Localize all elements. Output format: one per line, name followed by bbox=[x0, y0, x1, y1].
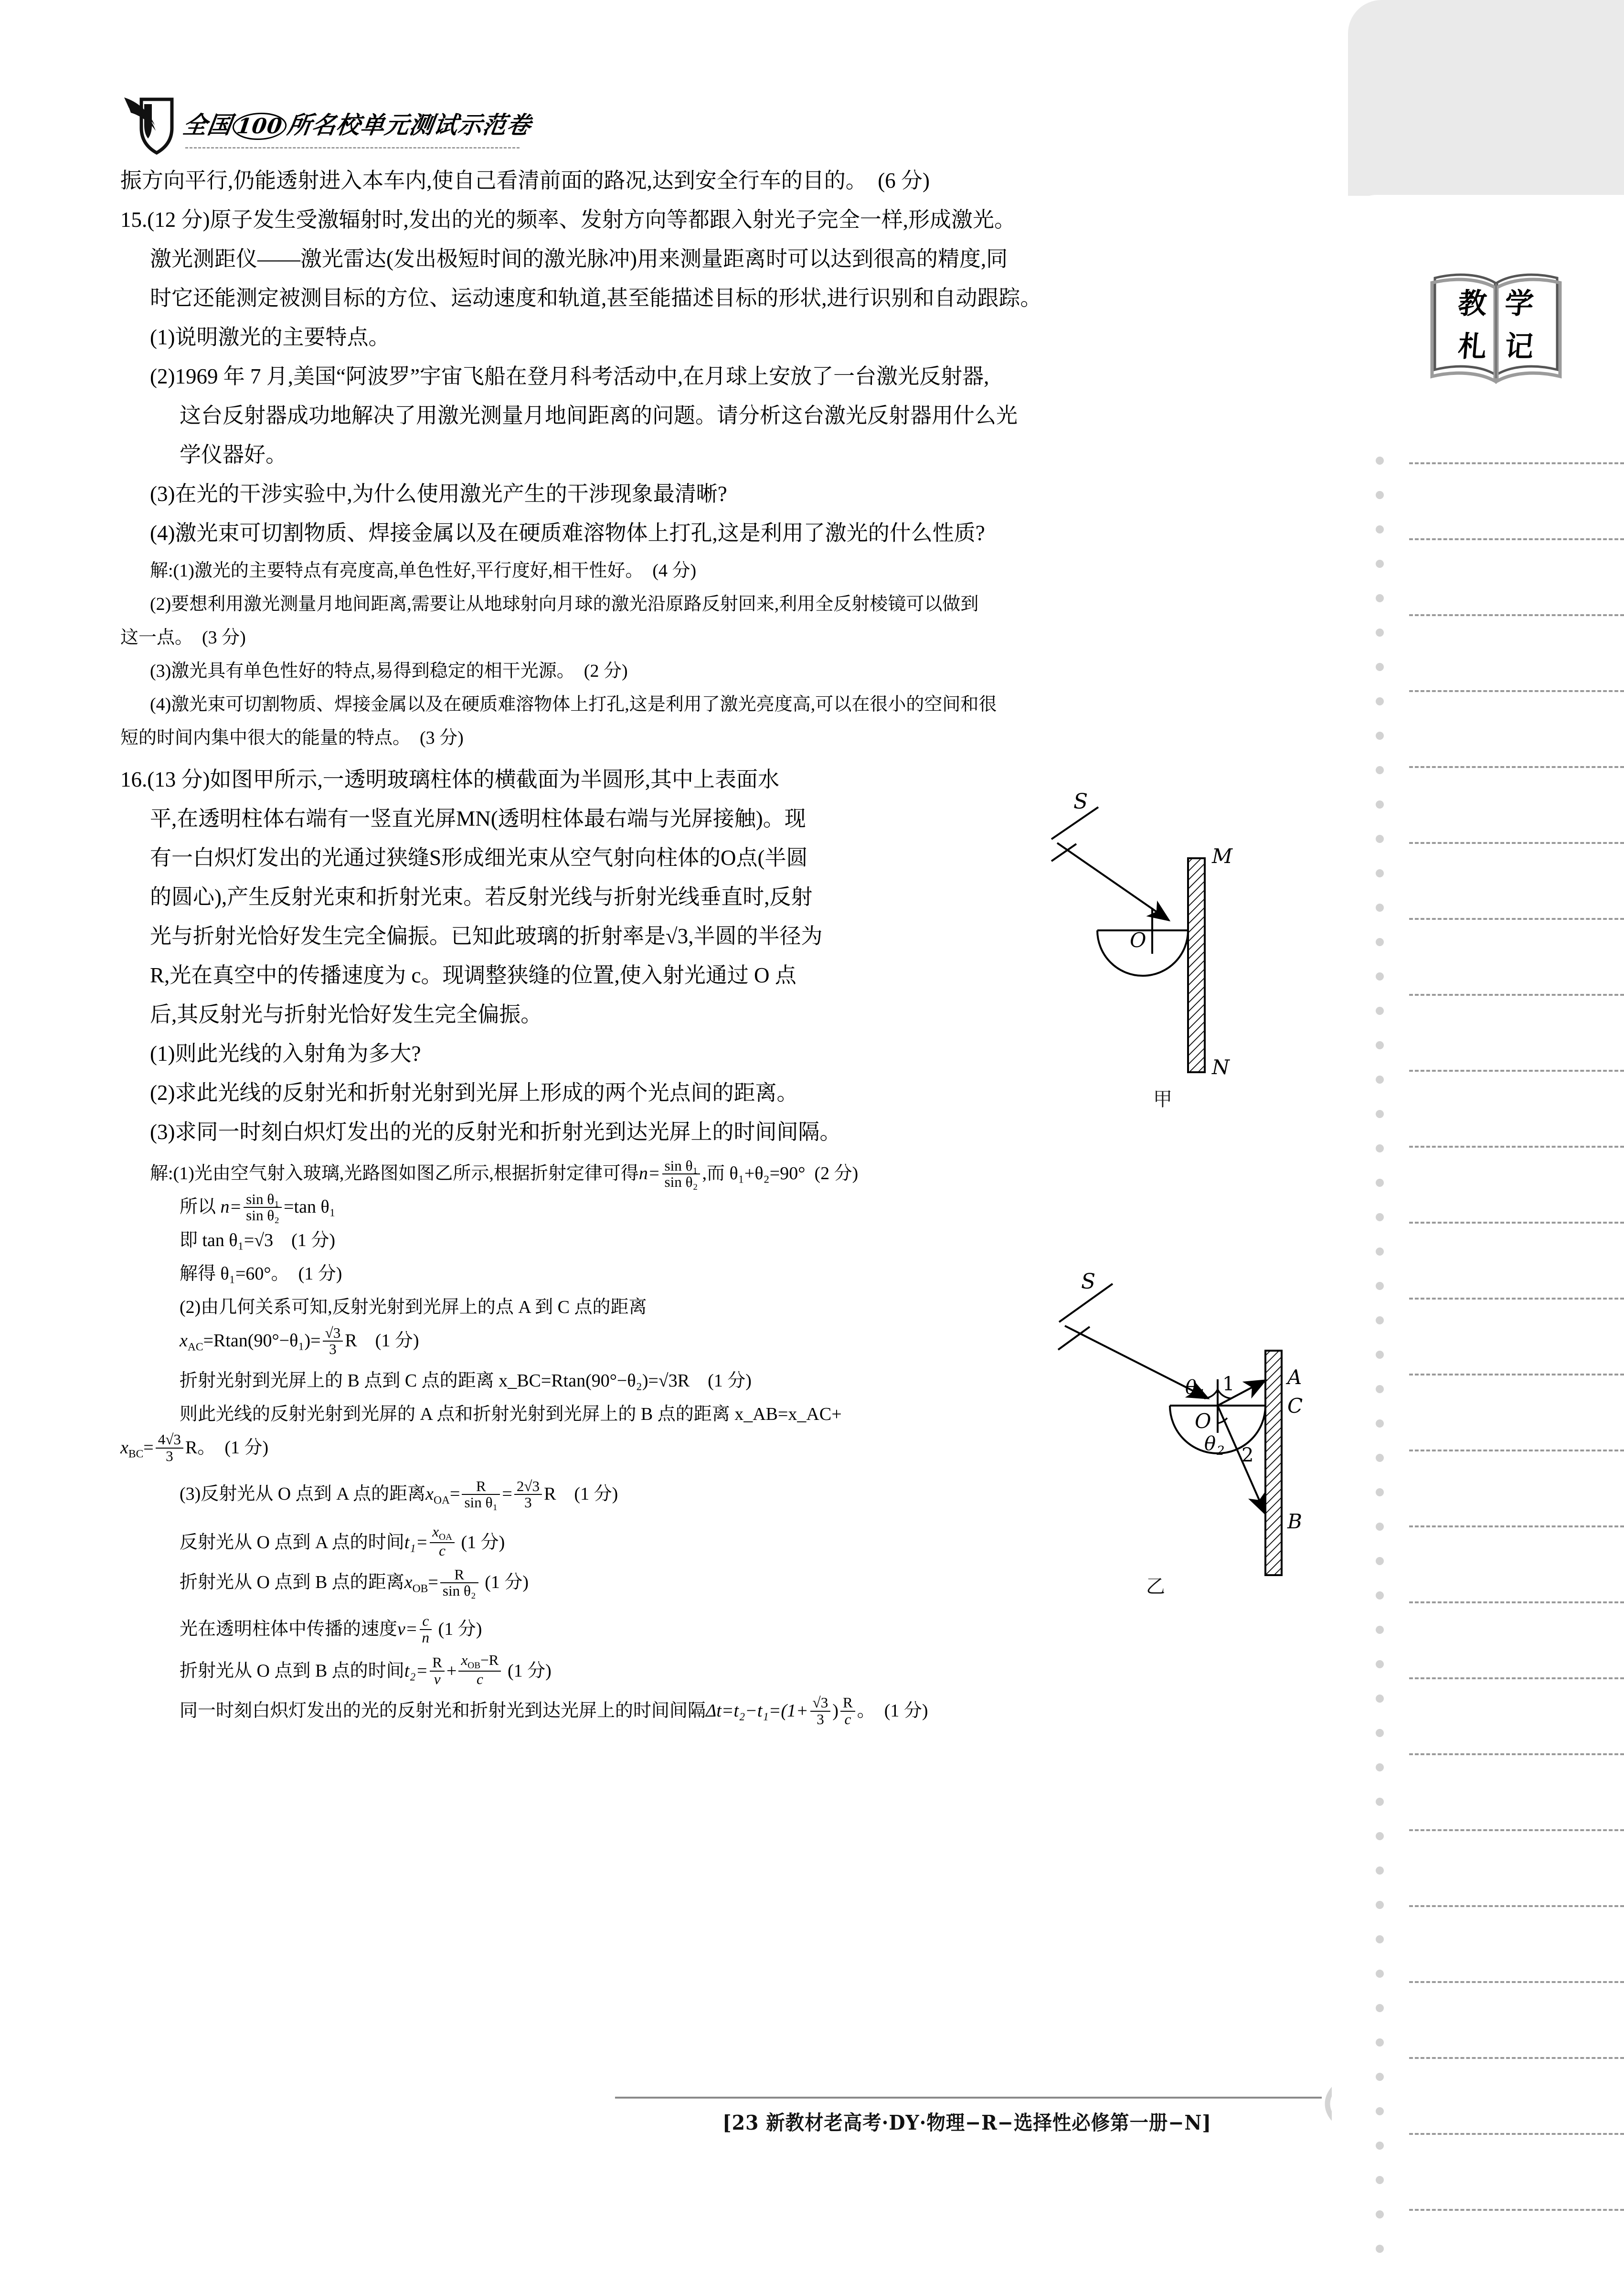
punch-hole-dot bbox=[1376, 697, 1384, 705]
punch-hole-dot bbox=[1376, 560, 1384, 568]
note-ruling-line bbox=[1409, 1450, 1624, 1451]
q16-a10-xsub: OA bbox=[433, 1494, 450, 1507]
q16-a10-eq2: = bbox=[502, 1484, 512, 1504]
q16-answer-7: 折射光射到光屏上的 B 点到 C 点的距离 x_BC=Rtan(90°−θ₂)=√3R (1 分) bbox=[180, 1370, 752, 1391]
punch-hole-dot bbox=[1376, 2210, 1384, 2218]
punch-hole-dot bbox=[1376, 1557, 1384, 1565]
screen-MN-jia bbox=[1188, 858, 1205, 1072]
q16-answer-15 bbox=[120, 1694, 1295, 1727]
q15-answer-3: (3)激光具有单色性好的特点,易得到稳定的相干光源。 (2 分) bbox=[150, 661, 628, 681]
q15-stem-1: 原子发生受激辐射时,发出的光的频率、发射方向等都跟入射光子完全一样,形成激光。 bbox=[210, 208, 1016, 232]
q16-a11-prefix: 反射光从 O 点到 A 点的时间 bbox=[180, 1532, 404, 1553]
q16-a11-num: x bbox=[432, 1523, 439, 1540]
q16-a13-tail: (1 分) bbox=[438, 1619, 482, 1639]
punch-hole-dot bbox=[1376, 1247, 1384, 1256]
note-ruling-line bbox=[1409, 1981, 1624, 1983]
punch-hole-dot bbox=[1376, 491, 1384, 499]
notes-panel-body bbox=[1348, 195, 1624, 2271]
label-theta1-sub-yi: 1 bbox=[1198, 1387, 1206, 1402]
q16-sub-2: (2)求此光线的反射光和折射光射到光屏上形成的两个光点间的距离。 bbox=[150, 1081, 798, 1105]
punch-hole-dot bbox=[1376, 2073, 1384, 2081]
q16-a14-t: t₂= bbox=[404, 1660, 428, 1681]
note-ruling-line bbox=[1409, 1525, 1624, 1527]
label-ray-1-yi: 1 bbox=[1222, 1373, 1235, 1395]
q16-a15-tail: 。 (1 分) bbox=[857, 1700, 928, 1721]
footer-divider bbox=[615, 2097, 1322, 2099]
q16-a10-f1n: R bbox=[476, 1477, 486, 1494]
q16-a2-tail: =tan θ₁ bbox=[284, 1197, 336, 1217]
q16-a12-tail: (1 分) bbox=[485, 1572, 529, 1593]
punch-hole-column bbox=[1376, 457, 1386, 2271]
q16-a14-f1d: v bbox=[430, 1671, 445, 1687]
q16-a12-prefix: 折射光从 O 点到 B 点的距离 bbox=[180, 1572, 404, 1593]
q16-answer-14 bbox=[120, 1653, 1295, 1687]
punch-hole-dot bbox=[1376, 835, 1384, 843]
notes-title-char-2: 学 bbox=[1503, 287, 1535, 320]
label-theta2-sub-yi: 2 bbox=[1217, 1444, 1225, 1458]
punch-hole-dot bbox=[1376, 629, 1384, 637]
punch-hole-dot bbox=[1376, 1110, 1384, 1118]
screen-yi bbox=[1265, 1351, 1282, 1575]
punch-hole-dot bbox=[1376, 1935, 1384, 1943]
figure-yi-caption: 乙 bbox=[1146, 1576, 1165, 1598]
masthead-brand-suffix: 所名校单元测试示范卷 bbox=[286, 111, 533, 139]
note-ruling-line bbox=[1409, 538, 1624, 540]
punch-hole-dot bbox=[1376, 1729, 1384, 1737]
note-ruling-line bbox=[1409, 1905, 1624, 1907]
q16-a1-num: sin θ₁ bbox=[664, 1157, 698, 1174]
footer-edition-text: [23 新教材老高考·DY·物理−R−选择性必修第一册−N] bbox=[722, 2111, 1211, 2134]
q16-a11-den: c bbox=[430, 1542, 455, 1559]
q16-a6-lhs: x bbox=[180, 1331, 188, 1351]
q16-a13-fraction bbox=[420, 1613, 432, 1645]
figure-jia-optics-diagram bbox=[1036, 786, 1304, 1082]
label-S-yi: S bbox=[1081, 1269, 1096, 1294]
q16-a2-num: sin θ₁ bbox=[246, 1190, 280, 1207]
q16-stem-5: 光与折射光恰好发生完全偏振。已知此玻璃的折射率是√3,半圆的半径为 bbox=[150, 924, 823, 948]
q16-a13-prefix: 光在透明柱体中传播的速度 bbox=[180, 1619, 398, 1639]
punch-hole-dot bbox=[1376, 904, 1384, 912]
q16-stem-1: 如图甲所示,一透明玻璃柱体的横截面为半圆形,其中上表面水 bbox=[210, 768, 779, 791]
note-ruling-line bbox=[1409, 614, 1624, 616]
punch-hole-dot bbox=[1376, 1007, 1384, 1015]
q16-a13-den: n bbox=[420, 1629, 432, 1646]
punch-hole-dot bbox=[1376, 1626, 1384, 1634]
punch-hole-dot bbox=[1376, 1316, 1384, 1324]
q16-a10-eq: = bbox=[450, 1484, 460, 1504]
q16-a10-tail: R (1 分) bbox=[544, 1484, 618, 1504]
punch-hole-dot bbox=[1376, 1660, 1384, 1668]
punch-hole-dot bbox=[1376, 457, 1384, 465]
punch-hole-dot bbox=[1376, 2142, 1384, 2150]
q16-a9-sub: BC bbox=[128, 1448, 144, 1461]
q16-a1-mid: ,而 θ₁+θ₂=90° bbox=[702, 1163, 806, 1183]
q16-a2-fraction bbox=[244, 1192, 282, 1224]
q16-a9-fraction bbox=[156, 1432, 183, 1464]
punch-hole-dot bbox=[1376, 972, 1384, 981]
notes-panel-logo bbox=[1424, 262, 1568, 391]
slit-marker-jia bbox=[1051, 789, 1098, 861]
q16-a14-f2d: c bbox=[458, 1671, 501, 1687]
label-ray-2-yi: 2 bbox=[1242, 1444, 1254, 1466]
q16-stem-4: 的圆心),产生反射光束和折射光束。若反射光线与折射光线垂直时,反射 bbox=[150, 885, 813, 909]
q16-a10-f1d: sin θ₁ bbox=[462, 1494, 500, 1511]
punch-hole-dot bbox=[1376, 1144, 1384, 1152]
q15-sub-1: (1)说明激光的主要特点。 bbox=[150, 325, 390, 349]
notes-title-char-4: 记 bbox=[1503, 330, 1535, 363]
q15-answer-2: (2)要想利用激光测量月地间距离,需要让从地球射向月球的激光沿原路反射回来,利用全反射棱镜可以做到 bbox=[150, 594, 979, 614]
q16-a1-prefix: 解:(1)光由空气射入玻璃,光路图如图乙所示,根据折射定律可得 bbox=[150, 1163, 639, 1183]
note-ruling-line bbox=[1409, 2133, 1624, 2135]
q15-stem-3: 时它还能测定被测目标的方位、运动速度和轨道,甚至能描述目标的形状,进行识别和自动跟踪。 bbox=[150, 286, 1042, 310]
q16-a2-eq: n= bbox=[220, 1197, 242, 1217]
q15-answer-4-cont: 短的时间内集中很大的能量的特点。 (3 分) bbox=[120, 728, 464, 748]
label-S-jia: S bbox=[1073, 789, 1088, 814]
q16-stem-3: 有一白炽灯发出的光通过狭缝S形成细光束从空气射向柱体的O点(半圆 bbox=[150, 846, 808, 870]
teaching-notes-panel bbox=[1332, 0, 1624, 2271]
q16-a14-f2n2: −R bbox=[480, 1651, 499, 1668]
punch-hole-dot bbox=[1376, 1832, 1384, 1840]
q16-a11-tail: (1 分) bbox=[461, 1532, 505, 1553]
punch-hole-dot bbox=[1376, 1213, 1384, 1221]
q16-a6-mid: =Rtan(90°−θ₁)= bbox=[203, 1331, 321, 1351]
q16-a14-f2n: x bbox=[461, 1651, 468, 1668]
q16-answer-5: (2)由几何关系可知,反射光射到光屏上的点 A 到 C 点的距离 bbox=[180, 1297, 647, 1317]
q16-a14-f1n: R bbox=[432, 1654, 442, 1671]
punch-hole-dot bbox=[1376, 1901, 1384, 1909]
label-theta2-yi: θ bbox=[1204, 1433, 1216, 1455]
q16-a14-f2nsub: OB bbox=[467, 1660, 481, 1671]
label-N-jia: N bbox=[1212, 1056, 1230, 1079]
label-theta1-yi: θ bbox=[1185, 1376, 1197, 1398]
q15-marks: (12 分) bbox=[147, 208, 210, 232]
notes-panel-title-chars bbox=[1424, 262, 1568, 391]
punch-hole-dot bbox=[1376, 594, 1384, 602]
q16-a6-fnum: √3 bbox=[325, 1324, 341, 1341]
punch-hole-dot bbox=[1376, 1488, 1384, 1496]
punch-hole-dot bbox=[1376, 2038, 1384, 2047]
q16-stem-6: R,光在真空中的传播速度为 c。现调整狭缝的位置,使入射光通过 O 点 bbox=[150, 963, 796, 987]
q16-a12-x: x bbox=[404, 1572, 413, 1593]
label-M-jia: M bbox=[1212, 844, 1233, 868]
carryover-line: 振方向平行,仍能透射进入本车内,使自己看清前面的路况,达到安全行车的目的。 (6 分) bbox=[120, 169, 930, 192]
note-ruling-line bbox=[1409, 462, 1624, 464]
punch-hole-dot bbox=[1376, 1695, 1384, 1703]
q16-a6-sub: AC bbox=[187, 1341, 203, 1354]
masthead-divider bbox=[185, 147, 520, 149]
q16-a10-x: x bbox=[425, 1484, 434, 1504]
q16-a15-f1d: 3 bbox=[810, 1711, 831, 1727]
q16-a14-fraction-1 bbox=[430, 1655, 445, 1687]
label-C-yi: C bbox=[1287, 1394, 1303, 1418]
q16-a12-den: sin θ₂ bbox=[440, 1582, 478, 1599]
q16-a6-fraction bbox=[323, 1325, 343, 1357]
note-ruling-line bbox=[1409, 1070, 1624, 1072]
note-ruling-line bbox=[1409, 690, 1624, 692]
q16-a15-f2n: R bbox=[842, 1694, 853, 1711]
masthead-brand-prefix: 全国 bbox=[181, 111, 234, 139]
q16-a15-fraction-1 bbox=[810, 1695, 831, 1727]
q16-a15-f1n: √3 bbox=[812, 1694, 828, 1711]
q16-stem-7: 后,其反射光与折射光恰好发生完全偏振。 bbox=[150, 1002, 542, 1026]
q16-a13-num: c bbox=[422, 1612, 429, 1630]
notes-title-char-1: 教 bbox=[1456, 287, 1488, 320]
note-ruling-line bbox=[1409, 2057, 1624, 2059]
punch-hole-dot bbox=[1376, 1419, 1384, 1428]
punch-hole-dot bbox=[1376, 525, 1384, 533]
q15-answer-1: 解:(1)激光的主要特点有亮度高,单色性好,平行度好,相干性好。 (4 分) bbox=[150, 561, 697, 581]
q16-a15-fraction-2 bbox=[840, 1695, 855, 1727]
q16-a1-marks: (2 分) bbox=[814, 1163, 859, 1183]
label-O-yi: O bbox=[1195, 1409, 1211, 1433]
q16-a15-prefix: 同一时刻白炽灯发出的光的反射光和折射光到达光屏上的时间间隔 bbox=[180, 1700, 706, 1721]
q16-a15-mid: ) bbox=[832, 1700, 839, 1721]
q16-answer-3: 即 tan θ₁=√3 (1 分) bbox=[180, 1230, 335, 1250]
q16-a11-num-wrap bbox=[430, 1524, 455, 1542]
q16-answer-4: 解得 θ₁=60°。 (1 分) bbox=[180, 1264, 342, 1284]
note-ruling-line bbox=[1409, 842, 1624, 844]
notes-panel-tab bbox=[1348, 0, 1624, 196]
note-ruling-line bbox=[1409, 1298, 1624, 1300]
q16-answer-2 bbox=[120, 1190, 1295, 1224]
q15-sub-2-cont-2: 学仪器好。 bbox=[180, 443, 287, 467]
punch-hole-dot bbox=[1376, 1076, 1384, 1084]
q16-a10-f2n: 2√3 bbox=[516, 1477, 540, 1494]
q16-a9-eq: = bbox=[143, 1437, 154, 1458]
q16-a11-numsub: OA bbox=[439, 1532, 452, 1542]
q15-answer-4: (4)激光束可切割物质、焊接金属以及在硬质难溶物体上打孔,这是利用了激光亮度高,可以在很小的空间和很 bbox=[150, 694, 997, 714]
note-ruling-line bbox=[1409, 918, 1624, 920]
punch-hole-dot bbox=[1376, 2107, 1384, 2115]
q16-a2-den: sin θ₂ bbox=[244, 1207, 282, 1224]
punch-hole-dot bbox=[1376, 1866, 1384, 1875]
punch-hole-dot bbox=[1376, 1351, 1384, 1359]
q15-sub-4: (4)激光束可切割物质、焊接金属以及在硬质难溶物体上打孔,这是利用了激光的什么性质? bbox=[150, 521, 985, 545]
note-ruling-line bbox=[1409, 1374, 1624, 1375]
q16-a14-tail: (1 分) bbox=[507, 1660, 552, 1681]
q16-stem-2: 平,在透明柱体右端有一竖直光屏MN(透明柱体最右端与光屏接触)。现 bbox=[150, 807, 806, 831]
note-ruling-line bbox=[1409, 1677, 1624, 1679]
punch-hole-dot bbox=[1376, 1798, 1384, 1806]
note-ruling-line bbox=[1409, 1601, 1624, 1603]
question-15-stem-line-1 bbox=[120, 202, 1295, 238]
label-O-jia: O bbox=[1130, 928, 1146, 952]
q16-a10-prefix: (3)反射光从 O 点到 A 点的距离 bbox=[180, 1484, 426, 1504]
q16-answer-8: 则此光线的反射光射到光屏的 A 点和折射光射到光屏上的 B 点的距离 x_AB=x_AC+ bbox=[180, 1404, 842, 1424]
q16-answer-13 bbox=[120, 1612, 1295, 1646]
q15-sub-3: (3)在光的干涉实验中,为什么使用激光产生的干涉现象最清晰? bbox=[150, 482, 727, 506]
q16-number: 16. bbox=[120, 768, 148, 791]
note-ruling-line bbox=[1409, 994, 1624, 996]
q15-stem-2: 激光测距仪——激光雷达(发出极短时间的激光脉冲)用来测量距离时可以达到很高的精度,同 bbox=[150, 247, 1008, 271]
punch-hole-dot bbox=[1376, 1282, 1384, 1290]
masthead-title bbox=[181, 106, 534, 140]
punch-hole-dot bbox=[1376, 1523, 1384, 1531]
q16-marks: (13 分) bbox=[147, 768, 210, 791]
note-ruling-lines bbox=[1409, 462, 1624, 2271]
q16-answer-1 bbox=[120, 1157, 1295, 1190]
notes-title-char-3: 札 bbox=[1456, 330, 1488, 363]
q15-sub-2-cont-1: 这台反射器成功地解决了用激光测量月地间距离的问题。请分析这台激光反射器用什么光 bbox=[180, 404, 1018, 427]
punch-hole-dot bbox=[1376, 2245, 1384, 2253]
punch-hole-dot bbox=[1376, 2004, 1384, 2012]
q16-a9-lhs: x bbox=[120, 1437, 128, 1458]
q16-a2-prefix: 所以 bbox=[180, 1197, 216, 1217]
punch-hole-dot bbox=[1376, 766, 1384, 774]
punch-hole-dot bbox=[1376, 1179, 1384, 1187]
q16-a9-fden: 3 bbox=[156, 1448, 183, 1464]
q16-a1-fraction bbox=[662, 1158, 701, 1190]
punch-hole-dot bbox=[1376, 2176, 1384, 2184]
q16-a15-f2d: c bbox=[840, 1711, 855, 1727]
q15-answer-2-cont: 这一点。 (3 分) bbox=[120, 628, 246, 648]
note-ruling-line bbox=[1409, 1829, 1624, 1831]
punch-hole-dot bbox=[1376, 1041, 1384, 1049]
q16-a1-n: n= bbox=[638, 1163, 660, 1183]
q16-a6-tail: R (1 分) bbox=[345, 1331, 419, 1351]
q15-sub-2: (2)1969 年 7 月,美国“阿波罗”宇宙飞船在登月科考活动中,在月球上安放了一台激光反射器, bbox=[150, 364, 989, 388]
q15-number: 15. bbox=[120, 208, 148, 232]
masthead-brand-number: 100 bbox=[231, 113, 288, 140]
punch-hole-dot bbox=[1376, 732, 1384, 740]
slit-marker-yi bbox=[1058, 1269, 1113, 1350]
figure-yi-optics-diagram bbox=[1017, 1261, 1313, 1576]
q16-a12-eq: = bbox=[428, 1572, 438, 1593]
q16-a10-fraction-2 bbox=[514, 1479, 542, 1511]
note-ruling-line bbox=[1409, 766, 1624, 768]
q16-a1-den: sin θ₂ bbox=[662, 1173, 701, 1190]
q16-a12-num: R bbox=[454, 1566, 465, 1583]
note-ruling-line bbox=[1409, 1222, 1624, 1224]
masthead bbox=[120, 101, 531, 155]
label-B-yi: B bbox=[1287, 1510, 1302, 1533]
note-ruling-line bbox=[1409, 2209, 1624, 2211]
q16-a10-fraction-1 bbox=[462, 1479, 500, 1511]
q16-a10-f2d: 3 bbox=[514, 1494, 542, 1511]
q16-a14-f2n-wrap bbox=[458, 1653, 501, 1671]
q16-a11-fraction bbox=[430, 1524, 455, 1559]
q16-a13-v: v= bbox=[397, 1619, 418, 1639]
q16-a9-fnum: 4√3 bbox=[158, 1431, 181, 1448]
q16-a9-tail: R。 (1 分) bbox=[185, 1437, 269, 1458]
q16-a6-fden: 3 bbox=[323, 1341, 343, 1357]
punch-hole-dot bbox=[1376, 1385, 1384, 1393]
q16-sub-1: (1)则此光线的入射角为多大? bbox=[150, 1042, 421, 1066]
punch-hole-dot bbox=[1376, 1591, 1384, 1599]
punch-hole-dot bbox=[1376, 869, 1384, 877]
label-A-yi: A bbox=[1287, 1365, 1302, 1389]
punch-hole-dot bbox=[1376, 663, 1384, 671]
note-ruling-line bbox=[1409, 1146, 1624, 1148]
figure-jia-caption: 甲 bbox=[1153, 1088, 1172, 1110]
punch-hole-dot bbox=[1376, 1454, 1384, 1462]
q16-a11-t: t₁= bbox=[404, 1532, 428, 1553]
q16-a14-prefix: 折射光从 O 点到 B 点的时间 bbox=[180, 1660, 404, 1681]
quill-shield-icon bbox=[120, 95, 192, 156]
punch-hole-dot bbox=[1376, 938, 1384, 946]
q16-a15-dt: Δt=t₂−t₁=(1+ bbox=[706, 1700, 808, 1721]
note-ruling-line bbox=[1409, 1753, 1624, 1755]
q16-a12-fraction bbox=[440, 1567, 478, 1599]
q16-a14-plus: + bbox=[446, 1660, 457, 1681]
punch-hole-dot bbox=[1376, 800, 1384, 809]
punch-hole-dot bbox=[1376, 1763, 1384, 1771]
punch-hole-dot bbox=[1376, 1970, 1384, 1978]
q16-a12-xsub: OB bbox=[412, 1582, 428, 1595]
q16-a14-fraction-2 bbox=[458, 1653, 501, 1687]
q16-sub-3: (3)求同一时刻白炽灯发出的光的反射光和折射光到达光屏上的时间间隔。 bbox=[150, 1120, 841, 1144]
